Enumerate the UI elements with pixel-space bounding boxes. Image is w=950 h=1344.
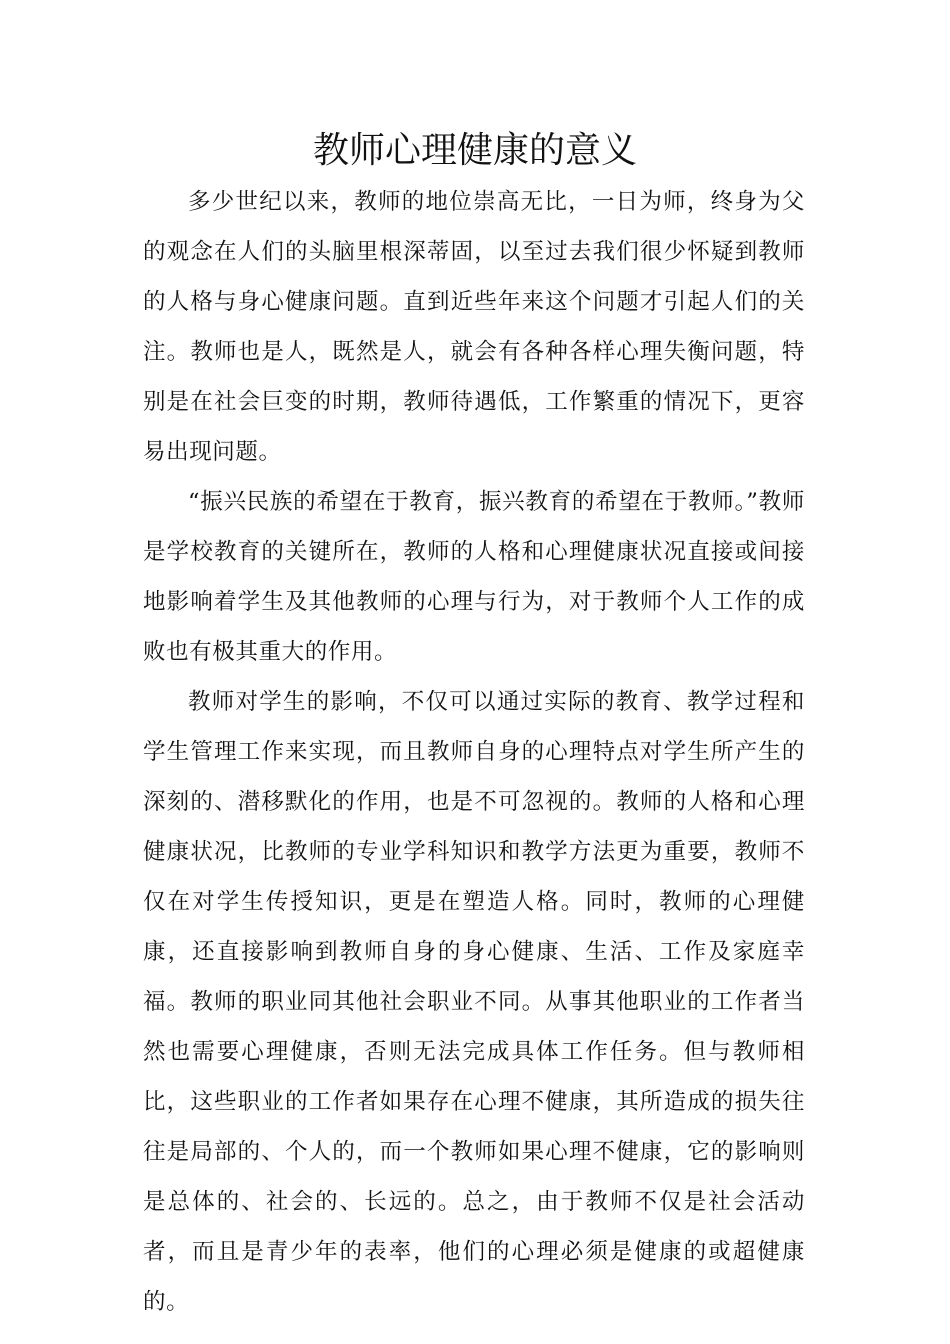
document-body	[143, 177, 805, 1327]
document-title: 教师心理健康的意义	[312, 130, 637, 171]
paragraph-2: “振兴民族的希望在于教育，振兴教育的希望在于教师。”教师是学校教育的关键所在，教师的人格和心理健康状况直接或间接地影响着学生及其他教师的心理与行为，对于教师个人工作的成败也有极其重大的作用。	[143, 489, 805, 665]
paragraph-1: 多少世纪以来，教师的地位崇高无比，一日为师，终身为父的观念在人们的头脑里根深蒂固，以至过去我们很少怀疑到教师的人格与身心健康问题。直到近些年来这个问题才引起人们的关注。教师也是人，既然是人，就会有各种各样心理失衡问题，特别是在社会巨变的时期，教师待遇低，工作繁重的情况下，更容易出现问题。	[143, 189, 805, 465]
paragraph-3: 教师对学生的影响，不仅可以通过实际的教育、教学过程和学生管理工作来实现，而且教师自身的心理特点对学生所产生的深刻的、潜移默化的作用，也是不可忽视的。教师的人格和心理健康状况，比教师的专业学科知识和教学方法更为重要，教师不仅在对学生传授知识，更是在塑造人格。同时，教师的心理健康，还直接影响到教师自身的身心健康、生活、工作及家庭幸福。教师的职业同其他社会职业不同。从事其他职业的工作者当然也需要心理健康，否则无法完成具体工作任务。但与教师相比，这些职业的工作者如果存在心理不健康，其所造成的损失往往是局部的、个人的，而一个教师如果心理不健康，它的影响则是总体的、社会的、长远的。总之，由于教师不仅是社会活动者，而且是青少年的表率，他们的心理必须是健康的或超健康的。	[143, 689, 805, 1315]
